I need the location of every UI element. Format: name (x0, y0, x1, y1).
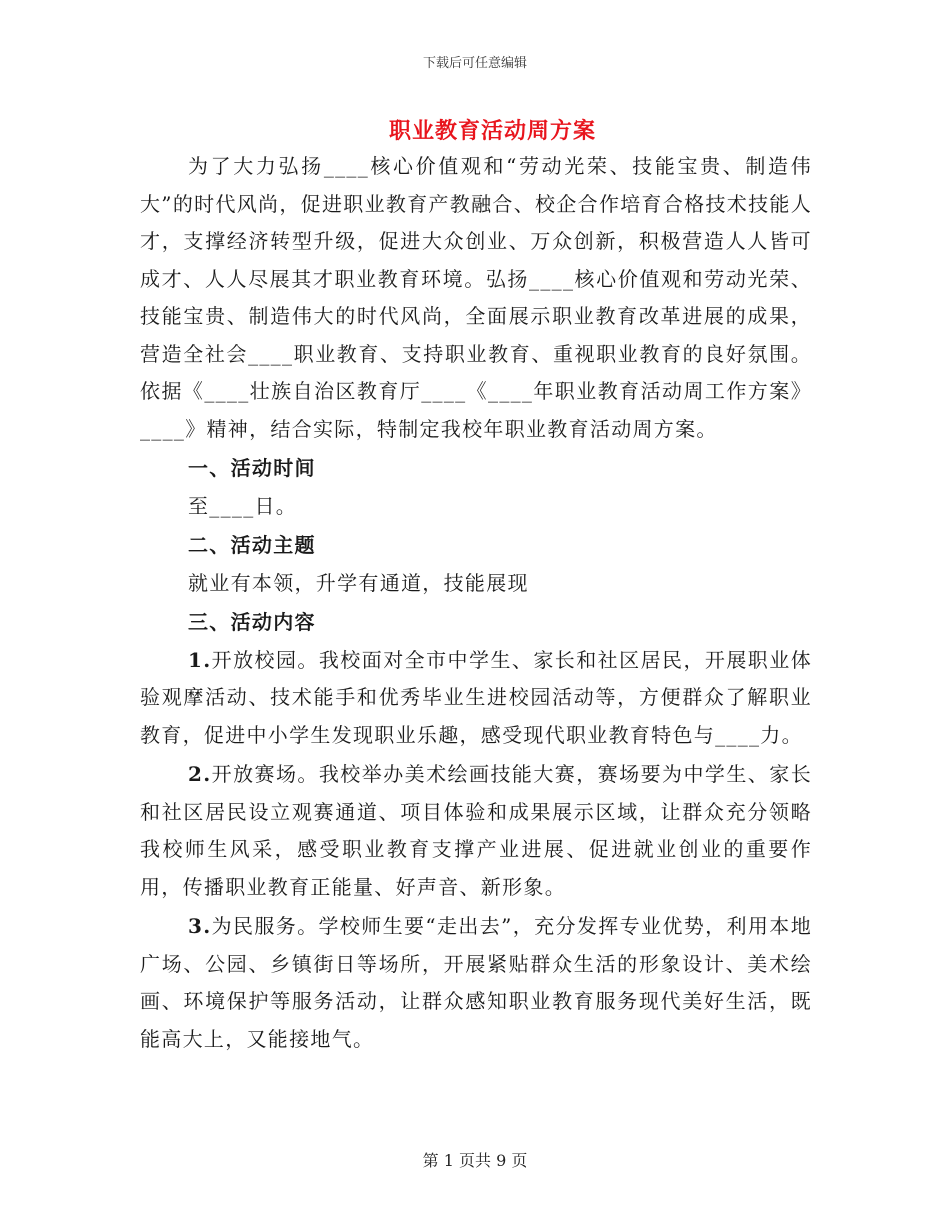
content-item-open-campus (140, 642, 812, 755)
section-text-time: 至____日。 (188, 493, 298, 518)
item-number: 3. (188, 914, 212, 938)
content-item-open-competition (140, 756, 812, 906)
section-heading-content: 三、活动内容 (188, 610, 316, 634)
intro-paragraph: 为了大力弘扬____核心价值观和“劳动光荣、技能宝贵、制造伟大”的时代风尚，促进职业教育产教融合、校企合作培育合格技术技能人才，支撑经济转型升级，促进大众创业、万众创新，积极营造人人皆可成才、人人尽展其才职业教育环境。弘扬____核心价值观和劳动光荣、技能宝贵、制造伟大的时代风尚，全面展示职业教育改革进展的成果，营造全社会____职业教育、支持职业教育、重视职业教育的良好氛围。依据《____壮族自治区教育厅____《____年职业教育活动周工作方案》____》精神，结合实际，特制定我校年职业教育活动周方案。 (140, 154, 812, 441)
item-text: 开放赛场。我校举办美术绘画技能大赛，赛场要为中学生、家长和社区居民设立观赛通道、项目体验和成果展示区域，让群众充分领略我校师生风采，感受职业教育支撑产业进展、促进就业创业的重要作用，传播职业教育正能量、好声音、新形象。 (140, 762, 812, 899)
section-heading-theme: 二、活动主题 (188, 533, 316, 557)
document-title: 职业教育活动周方案 (388, 118, 596, 144)
section-text-theme: 就业有本领，升学有通道，技能展现 (188, 570, 529, 595)
document-body (140, 148, 812, 1060)
item-text: 开放校园。我校面对全市中学生、家长和社区居民，开展职业体验观摩活动、技术能手和优秀毕业生进校园活动等，方便群众了解职业教育，促进中小学生发现职业乐趣，感受现代职业教育特色与____力。 (140, 647, 812, 747)
item-number: 2. (188, 762, 212, 786)
item-text: 为民服务。学校师生要“走出去”，充分发挥专业优势，利用本地广场、公园、乡镇街日等场所，开展紧贴群众生活的形象设计、美术绘画、环境保护等服务活动，让群众感知职业教育服务现代美好生活，既能高大上，又能接地气。 (140, 914, 812, 1051)
item-number: 1. (188, 647, 212, 672)
section-heading-time: 一、活动时间 (188, 456, 316, 480)
content-item-public-service (140, 908, 812, 1058)
header-note: 下载后可任意编辑 (422, 56, 527, 71)
page-number: 第 1 页共 9 页 (422, 1151, 528, 1170)
